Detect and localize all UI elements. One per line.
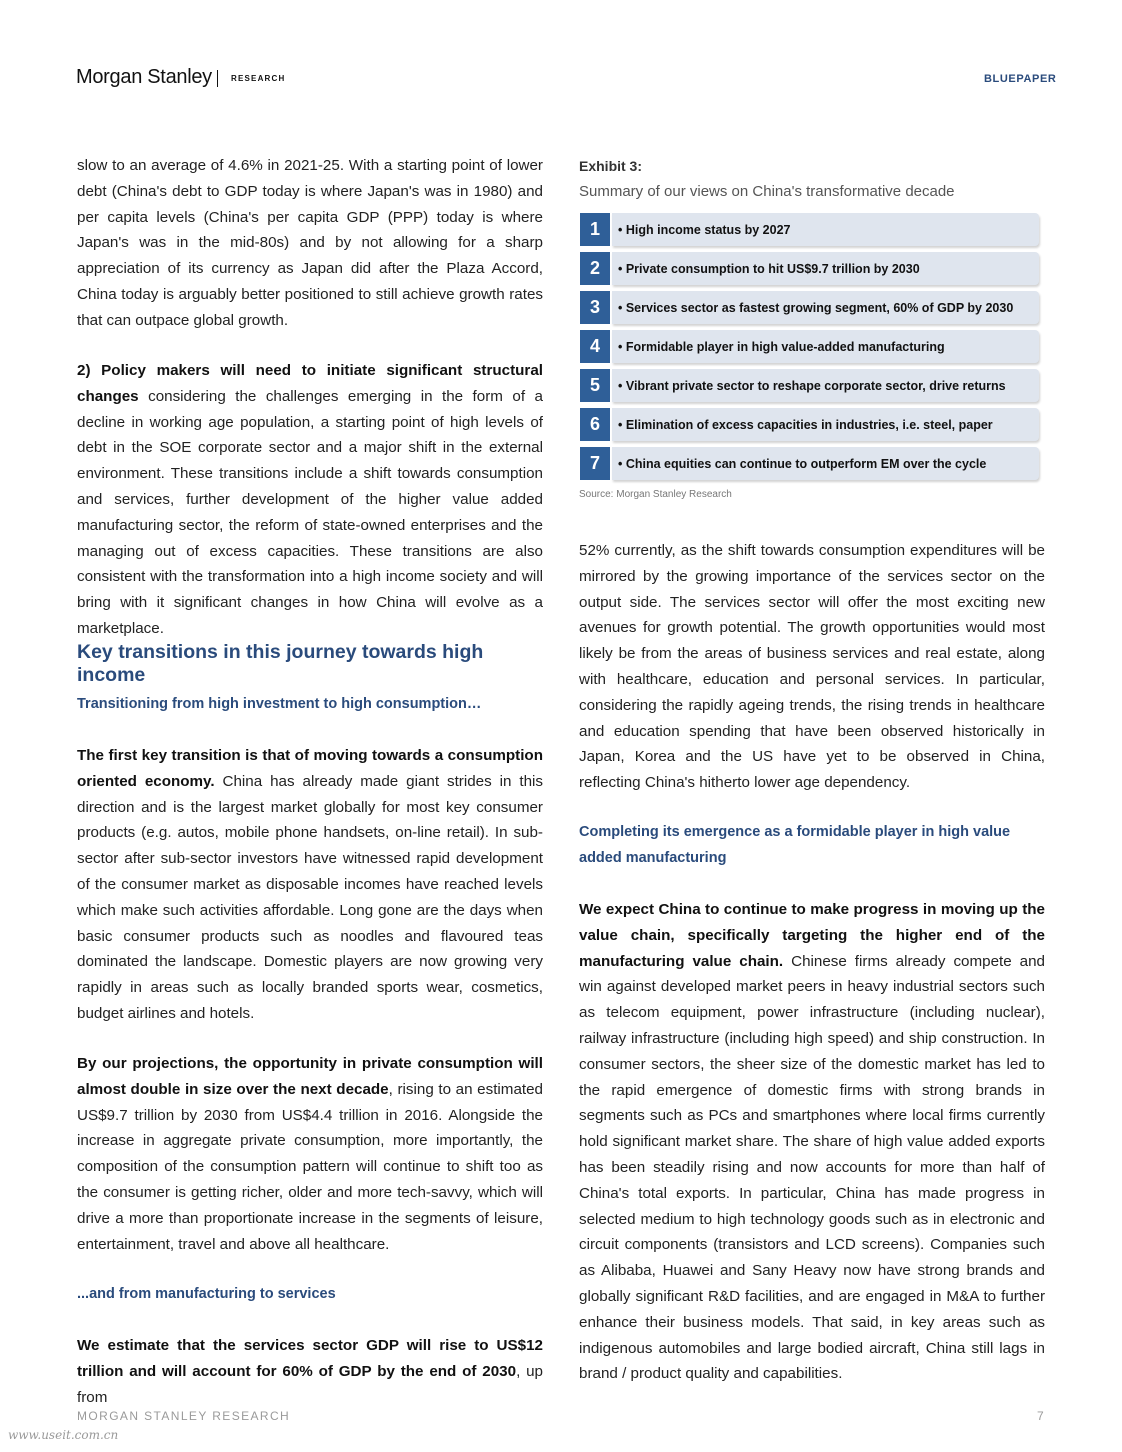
paragraph-lead: By our projections, the opportunity in private consumption will almost double in size over the next decade <box>77 1055 543 1098</box>
paragraph-body: China has already made giant strides in this direction and is the largest market globally for most key consumer products (e.g. autos, mobile phone handsets, on-line retail). In sub-sector after sub-sector investors have witnessed rapid development of the consumer market as disposable incomes have reached levels which make such activities affordable. Long gone are the days when basic consumer products such as noodles and flavoured teas dominated the landscape. Domestic players are now growing very rapidly in areas such as locally branded sports wear, cosmetics, budget airlines and hotels. <box>77 772 543 1022</box>
paragraph-structural-changes <box>77 358 543 642</box>
paragraph-consumption <box>77 743 543 1027</box>
brand-divider <box>217 70 218 87</box>
paragraph-lead: The first key transition is that of moving towards a consumption oriented economy. <box>77 747 543 790</box>
paragraph-body: considering the challenges emerging in the form of a decline in working age population, a starting point of high levels of debt in the SOE corporate sector and a major shift in the external environment. These transitions include a shift towards consumption and services, further development of the higher value added manufacturing sector, the reform of state-owned enterprises and the managing out of excess capacities. These transitions are also consistent with the transformation into a high income society and will bring with it significant changes in how China will evolve as a marketplace. <box>77 387 543 637</box>
watermark: www.useit.com.cn <box>8 1428 119 1442</box>
paragraph-lead: We estimate that the services sector GDP will rise to US$12 trillion and will account for 60% of GDP by the end of 2030 <box>77 1337 543 1380</box>
exhibit-item <box>580 369 1039 402</box>
paragraph-body: Chinese firms already compete and win against developed market peers in heavy industrial sectors such as telecom equipment, power infrastructure (including nuclear), railway infrastructure (including high speed) and ship construction. In consumer sectors, the sheer size of the domestic market has led to the rapid emergence of domestic firms with strong brands in segments such as PCs and smartphones where local firms currently hold significant market share. The share of high value added exports has been steadily rising and now accounts for more than half of China's total exports. In particular, China has made progress in selected medium to high technology goods such as in electronic and circuit components (transistors and LCD screens). Companies such as Alibaba, Huawei and Sany Heavy now have strong brands and globally significant R&D facilities, and are engaged in M&A to further enhance their business models. That said, in key areas such as indigenous automobiles and large bodied aircraft, China still lags in brand / product quality and capabilities. <box>579 952 1045 1383</box>
exhibit-item-number: 4 <box>580 330 610 363</box>
exhibit-item-number: 3 <box>580 291 610 324</box>
brand-logo: Morgan Stanley <box>76 66 212 88</box>
exhibit-item-number: 5 <box>580 369 610 402</box>
paragraph-body: , rising to an estimated US$9.7 trillion by 2030 from US$4.4 trillion in 2016. Alongside the increase in aggregate private consumption, more importantly, the composition of the consumption pattern will continue to shift too as the consumer is getting richer, older and more tech-savvy, which will drive a more than proportionate increase in the segments of leisure, entertainment, travel and above all healthcare. <box>77 1080 543 1253</box>
subsection-heading-consumption: Transitioning from high investment to high consumption… <box>77 696 482 712</box>
exhibit-item-number: 2 <box>580 252 610 285</box>
paragraph-lead: We expect China to continue to make progress in moving up the value chain, specifically targeting the higher end of the manufacturing value chain. <box>579 901 1045 970</box>
exhibit-item-number: 6 <box>580 408 610 441</box>
exhibit-item <box>580 408 1039 441</box>
brand-subtitle: RESEARCH <box>231 74 286 83</box>
exhibit-item <box>580 213 1039 246</box>
exhibit-item-text: • Private consumption to hit US$9.7 trillion by 2030 <box>612 252 1039 285</box>
exhibit-item-text: • Elimination of excess capacities in industries, i.e. steel, paper <box>612 408 1039 441</box>
page-number: 7 <box>1037 1409 1044 1423</box>
subsection-heading-manufacturing: Completing its emergence as a formidable player in high value added manufacturing <box>579 824 1011 866</box>
exhibit-item-number: 7 <box>580 447 610 480</box>
exhibit-item-text: • High income status by 2027 <box>612 213 1039 246</box>
exhibit-item <box>580 447 1039 480</box>
exhibit-item-text: • Formidable player in high value-added manufacturing <box>612 330 1039 363</box>
exhibit-item-number: 1 <box>580 213 610 246</box>
subsection-heading-services: ...and from manufacturing to services <box>77 1286 336 1302</box>
exhibit-item-text: • Services sector as fastest growing segment, 60% of GDP by 2030 <box>612 291 1039 324</box>
paragraph-services-estimate <box>77 1333 543 1410</box>
exhibit-item <box>580 252 1039 285</box>
paragraph-lead: 2) Policy makers will need to initiate significant structural changes <box>77 362 543 405</box>
paragraph-body: , up from <box>77 1362 543 1406</box>
report-type-tag: BLUEPAPER <box>984 73 1057 85</box>
exhibit-subtitle: Summary of our views on China's transformative decade <box>579 183 955 200</box>
exhibit-item-text: • Vibrant private sector to reshape corporate sector, drive returns <box>612 369 1039 402</box>
section-heading: Key transitions in this journey towards high income <box>77 641 484 686</box>
footer-label: MORGAN STANLEY RESEARCH <box>77 1409 291 1423</box>
exhibit-item-text: • China equities can continue to outperform EM over the cycle <box>612 447 1039 480</box>
exhibit-title: Exhibit 3: <box>579 158 643 174</box>
paragraph-projections <box>77 1051 543 1257</box>
paragraph-services-share: 52% currently, as the shift towards consumption expenditures will be mirrored by the growing importance of the services sector on the output side. The services sector will offer the most exciting new avenues for growth potential. The growth opportunities would most likely be from the areas of business services and real estate, along with healthcare, education and personal services. In particular, considering the rapidly ageing trends, the rising trends in healthcare and education spending that have been observed historically in Japan, Korea and the US have yet to be observed in China, reflecting China's hitherto lower age dependency. <box>579 542 1045 792</box>
exhibit-item <box>580 330 1039 363</box>
paragraph-value-chain <box>579 897 1045 1387</box>
exhibit-source: Source: Morgan Stanley Research <box>579 489 732 500</box>
paragraph-growth-outlook: slow to an average of 4.6% in 2021-25. With a starting point of lower debt (China's debt to GDP today is where Japan's was in 1980) and per capita levels (China's per capita GDP (PPP) today is where Japan's was in the mid-80s) and by not allowing for a sharp appreciation of its currency as Japan did after the Plaza Accord, China today is arguably better positioned to still achieve growth rates that can outpace global growth. <box>77 157 543 329</box>
exhibit-item <box>580 291 1039 324</box>
